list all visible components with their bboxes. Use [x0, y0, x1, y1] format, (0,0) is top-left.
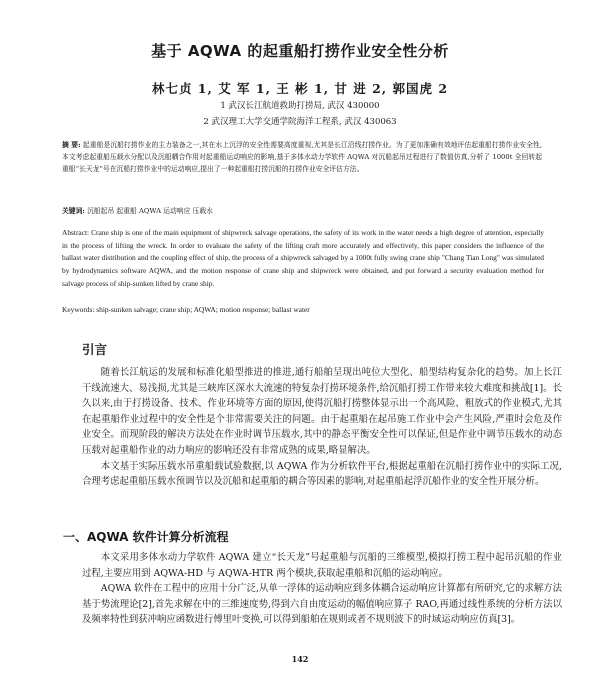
chinese-keywords	[62, 206, 542, 217]
affiliation-1: 1 武汉长江航道救助打捞局, 武汉 430000	[220, 101, 380, 111]
chinese-abstract	[62, 140, 542, 175]
paragraph: 本文基于实际压载水吊重船载试验数据,以 AQWA 作为分析软件平台,根据起重船在沉船打捞作业中的实际工况,合理考虑起重船压载水预调节以及沉船和起重船的耦合等因素的影响,对起重船起浮沉船作业的安全性开展分析。	[82, 460, 562, 488]
paragraph: 随着长江航运的发展和标准化船型推进的推进,通行船舶呈现出吨位大型化、船型结构复杂化的趋势。加上长江干线流速大、易浅损,尤其是三峡库区深水大流速的特复杂打捞环境条件,给沉船打捞工作带来较大难度和挑战[1]。长久以来,由于打捞设备、技术、作业环境等方面的原因,使得沉船打捞整体显示出一个高风险、粗放式的作业模式,尤其在起重船作业过程中的安全性是个非常需要关注的问题。由于起重船在起吊施工作业中会产生风险,严重时会危及作业安全。而现阶段的解决方法处在作业时调节压载水,其中的静态平衡安全性可以保证,但是作业中调节压载水的动态压载对起重船作业的动力响应的影响还没有非常成熟的成果,略显解决。	[82, 367, 562, 456]
section-heading-introduction: 引言	[82, 342, 108, 357]
page-number: 142	[291, 654, 309, 664]
english-keywords: Keywords: ship-sunken salvage; crane ship; AQWA; motion response; ballast water	[62, 305, 310, 314]
aqwa-section-body	[82, 550, 562, 628]
paragraph: 本文采用多体水动力学软件 AQWA 建立“长天龙”号起重船与沉船的三维模型,模拟打捞工程中起吊沉船的作业过程,主要应用到 AQWA-HD 与 AQWA-HTR 两个模块,获取起重船和沉船的运动响应。	[82, 552, 562, 579]
introduction-body	[82, 365, 562, 490]
affiliation-2: 2 武汉理工大学交通学院海洋工程系, 武汉 430063	[203, 117, 397, 127]
english-abstract: Abstract: Crane ship is one of the main equipment of shipwreck salvage operations, the safety of its work in the water needs a high degree of attention, especially in the process of lifting the wreck. In order to evaluate the safety of the lifting craft more accurately and effectively, this paper considers the influence of the ballast water distribution and the coupling effect of ship, the process of a shipwreck salvaged by a 1000t fully swing crane ship "Chang Tian Long" was simulated by hydrodynamics software AQWA, and the motion response of crane ship and shipwreck were obtained, and put forward a security evaluation method for salvage process of ship-sunken lifted by crane ship.	[62, 228, 544, 288]
section-heading-aqwa: 一、AQWA 软件计算分析流程	[63, 530, 229, 544]
paragraph: AQWA 软件在工程中的应用十分广泛,从单一浮体的运动响应到多体耦合运动响应计算都有所研究,它的求解方法基于势流理论[2],首先求解在中的三维速度势,得到六自由度运动的幅值响应算子 RAO,再通过线性系统的分析方法以及频率特性到获冲响应函数进行傅里叶变换,可以得到船舶在规则或者不规则波下的时域运动响应仿真[3]。	[82, 583, 563, 626]
chinese-keywords-text: 沉船起吊 起重船 AQWA 运动响应 压载水	[87, 207, 213, 215]
author-list: 林七贞 1, 艾 军 1, 王 彬 1, 甘 进 2, 郭国虎 2	[151, 81, 449, 96]
chinese-abstract-label: 摘 要:	[62, 141, 81, 149]
chinese-abstract-text: 起重船是沉船打捞作业的主力装备之一,其在水上沉浮的安全性需要高度重视,尤其是长江沿线打捞作业。为了更加准确有效地评估起重船打捞作业安全性,本文考虑起重船压载水分配以及沉船耦合作用对起重船运动响应的影响,基于多体水动力学软件 AQWA 对沉船起吊过程进行了数值仿真,分析了 1000t 全回转起重船“长天龙”号在沉船打捞作业中的运动响应,提出了一种起重船打捞沉船的打捞作业安全评估方法。	[62, 141, 542, 173]
chinese-keywords-label: 关键词:	[62, 207, 85, 215]
paper-title: 基于 AQWA 的起重船打捞作业安全性分析	[151, 42, 449, 60]
